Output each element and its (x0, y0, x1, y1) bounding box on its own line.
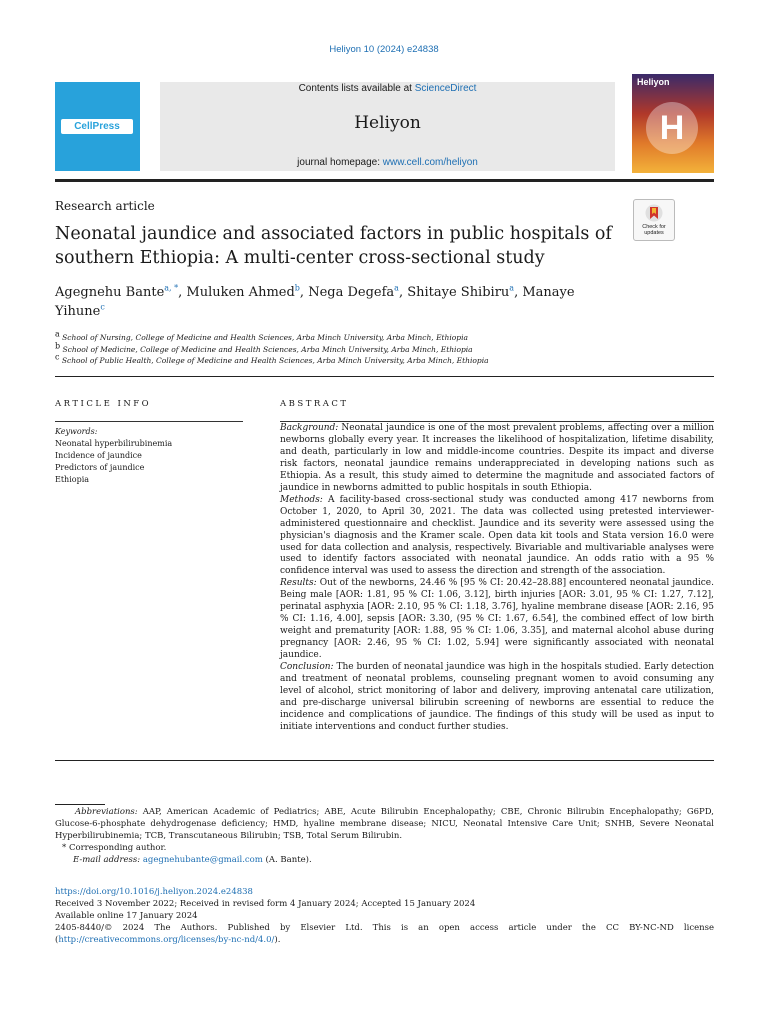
cover-letter: H (659, 109, 685, 147)
affiliation-item (55, 352, 695, 367)
bookmark-icon (645, 204, 663, 222)
keywords-label: Keywords: (55, 427, 98, 436)
journal-header-panel (160, 82, 615, 171)
author-name: Muluken Ahmed (186, 285, 295, 300)
author-affiliation-marker[interactable]: b (294, 283, 300, 293)
author-separator: , (178, 285, 187, 300)
abbreviations-footnote (55, 806, 714, 842)
keyword-item: Ethiopia (55, 475, 90, 484)
homepage-line (160, 157, 615, 168)
cover-title: Heliyon (637, 77, 670, 87)
keywords-block (55, 426, 243, 486)
author-name: Manaye Yihune (55, 285, 575, 319)
author-affiliation-marker[interactable]: a, * (164, 283, 179, 293)
footnotes (55, 806, 714, 866)
homepage-link[interactable]: www.cell.com/heliyon (382, 157, 478, 168)
results-label: Results: (280, 578, 317, 589)
email-suffix: (A. Bante). (262, 855, 312, 865)
affiliation-marker: a (55, 329, 60, 339)
available-online: Available online 17 January 2024 (55, 911, 198, 921)
author-list (55, 283, 615, 321)
abstract-bottom-divider (55, 760, 714, 761)
contents-prefix: Contents lists available at (298, 83, 415, 94)
check-for-updates-label: Check for updates (642, 224, 666, 236)
email-link[interactable]: agegnehubante@gmail.com (142, 855, 263, 865)
affiliation-text: School of Public Health, College of Medicine and Health Sciences, Arba Minch University, Arba Minch, Ethiopia (61, 356, 489, 365)
corresponding-author-note: * Corresponding author. (62, 843, 167, 853)
cellpress-logo (55, 82, 140, 171)
cellpress-logo-text: CellPress (61, 119, 133, 134)
sciencedirect-link[interactable]: ScienceDirect (414, 83, 477, 94)
affiliation-marker: c (55, 352, 60, 362)
license-prefix: 2405-8440/© 2024 The Authors. Published by Elsevier Ltd. This is an open access article under the CC BY-NC-ND license ( (55, 923, 714, 945)
journal-reference-link[interactable]: Heliyon 10 (2024) e24838 (329, 44, 439, 55)
keyword-item: Neonatal hyperbilirubinemia (55, 439, 173, 448)
homepage-prefix: journal homepage: (297, 157, 383, 168)
abbreviations-label: Abbreviations: (75, 807, 138, 817)
article-info-rule (55, 421, 243, 422)
methods-label: Methods: (280, 494, 323, 505)
abbreviations-text: AAP, American Academic of Pediatrics; ABE, Acute Bilirubin Encephalopathy; CBE, Chronic Bilirubin Encephalopathy; G6PD, Glucose-6-phosphate dehydrogenase deficiency; HMD, hyaline membrane disease; NICU, Neonatal Intensive Care Unit; SNHB, Severe Neonatal Hyperbilirubinemia; TCB, Transcutaneous Bilirubin; TSB, Total Serum Bilirubin. (55, 807, 714, 841)
author-name: Nega Degefa (308, 285, 395, 300)
footnote-rule (55, 804, 105, 805)
contents-line (160, 82, 615, 94)
section-divider (55, 376, 714, 377)
abstract-rule (280, 421, 714, 422)
author-name: Agegnehu Bante (55, 285, 165, 300)
author-separator: , (514, 285, 523, 300)
header-divider (55, 179, 714, 182)
methods-text: A facility-based cross-sectional study was conducted among 417 newborns from October 1, 2020, to April 30, 2021. The data was collected using pretested interviewer-administered questionnaire and checklist. Jaundice and its severity were assessed using the physician's diagnosis and the Kramer scale. Open data kit tools and Stata version 16.0 were used for data collection and analysis, respectively. Bivariable and multivariable analyses were used to identify factors associated with neonatal jaundice. An odds ratio with a 95 % confidence interval was used to assess the direction and strength of the association. (280, 494, 714, 577)
email-label: E-mail address: (73, 855, 141, 865)
author-affiliation-marker[interactable]: c (100, 302, 105, 312)
email-footnote (55, 854, 714, 866)
abstract-background (280, 423, 714, 495)
affiliation-item (55, 341, 695, 356)
publication-info (55, 886, 714, 946)
doi-link[interactable]: https://doi.org/10.1016/j.heliyon.2024.e24838 (55, 887, 253, 897)
author-affiliation-marker[interactable]: a (509, 283, 515, 293)
abstract-methods (280, 495, 714, 579)
author-affiliation-marker[interactable]: a (394, 283, 399, 293)
affiliation-text: School of Nursing, College of Medicine and Health Sciences, Arba Minch University, Arba Minch, Ethiopia (62, 333, 468, 342)
author-separator: , (299, 285, 309, 300)
background-text: Neonatal jaundice is one of the most prevalent problems, affecting over a million newborns globally every year. It increases the likelihood of hospitalization, lifetime disability, and death, particularly in low and middle-income countries. Despite its impact and diverse risk factors, neonatal jaundice remains underappreciated in developing nations such as Ethiopia. As a result, this study aimed to determine the magnitude and associated factors of jaundice in newborns admitted to public hospitals in south Ethiopia. (280, 423, 714, 493)
license-suffix: ). (274, 935, 281, 945)
keyword-item: Predictors of jaundice (55, 463, 145, 472)
affiliation-marker: b (55, 341, 61, 350)
check-for-updates-button[interactable] (633, 199, 675, 241)
journal-cover-image (632, 74, 714, 173)
conclusion-text: The burden of neonatal jaundice was high in the hospitals studied. Early detection and treatment of neonatal problems, counseling pregnant women to avoid consuming any level of alcohol, strict monitoring of labor and delivery, improving antenatal care utilization, and pre-discharge universal bilirubin screening of newborns are essential to reduce the incidence and complications of jaundice. The findings of this study will be used as input to initiate interventions and conduct further studies. (280, 662, 714, 732)
affiliation-item (55, 329, 695, 344)
author-separator: , (398, 285, 408, 300)
abstract-body (280, 423, 714, 734)
affiliation-text: School of Medicine, College of Medicine and Health Sciences, Arba Minch University, Arba Minch, Ethiopia (62, 344, 473, 354)
affiliation-list (55, 329, 695, 367)
abstract-heading: ABSTRACT (280, 399, 349, 409)
article-type: Research article (55, 199, 155, 213)
journal-name: Heliyon (354, 113, 421, 133)
abstract-conclusion (280, 662, 714, 734)
background-label: Background: (280, 423, 339, 433)
received-dates: Received 3 November 2022; Received in revised form 4 January 2024; Accepted 15 January 2024 (55, 899, 476, 909)
article-info-heading: ARTICLE INFO (55, 399, 152, 409)
keyword-item: Incidence of jaundice (55, 451, 142, 460)
results-text: Out of the newborns, 24.46 % [95 % CI: 20.42–28.88] encountered neonatal jaundice. Being male [AOR: 1.81, 95 % CI: 1.06, 3.12], birth injuries [AOR: 3.01, 95 % CI: 1.27, 7.12], perinatal asphyxia [AOR: 2.10, 95 % CI: 1.18, 3.76], hyaline membrane disease [AOR: 2.16, 95 % CI: 1.16, 4.00], sepsis [AOR: 3.30, (95 % CI: 1.67, 6.54], the combined effect of low birth weight and prematurity [AOR: 1.88, 95 % CI: 1.06, 3.35], and maternal alcohol abuse during pregnancy [AOR: 2.46, 95 % CI: 1.02, 5.94] were significantly associated with neonatal jaundice. (280, 578, 714, 661)
conclusion-label: Conclusion: (280, 662, 334, 673)
license-link[interactable]: http://creativecommons.org/licenses/by-nc-nd/4.0/ (58, 935, 275, 945)
author-name: Shitaye Shibiru (407, 285, 510, 300)
abstract-results (280, 578, 714, 662)
license-statement (55, 922, 714, 946)
keyword-list (55, 438, 243, 486)
article-title: Neonatal jaundice and associated factors in public hospitals of southern Ethiopia: A multi-center cross-sectional study (55, 224, 612, 268)
